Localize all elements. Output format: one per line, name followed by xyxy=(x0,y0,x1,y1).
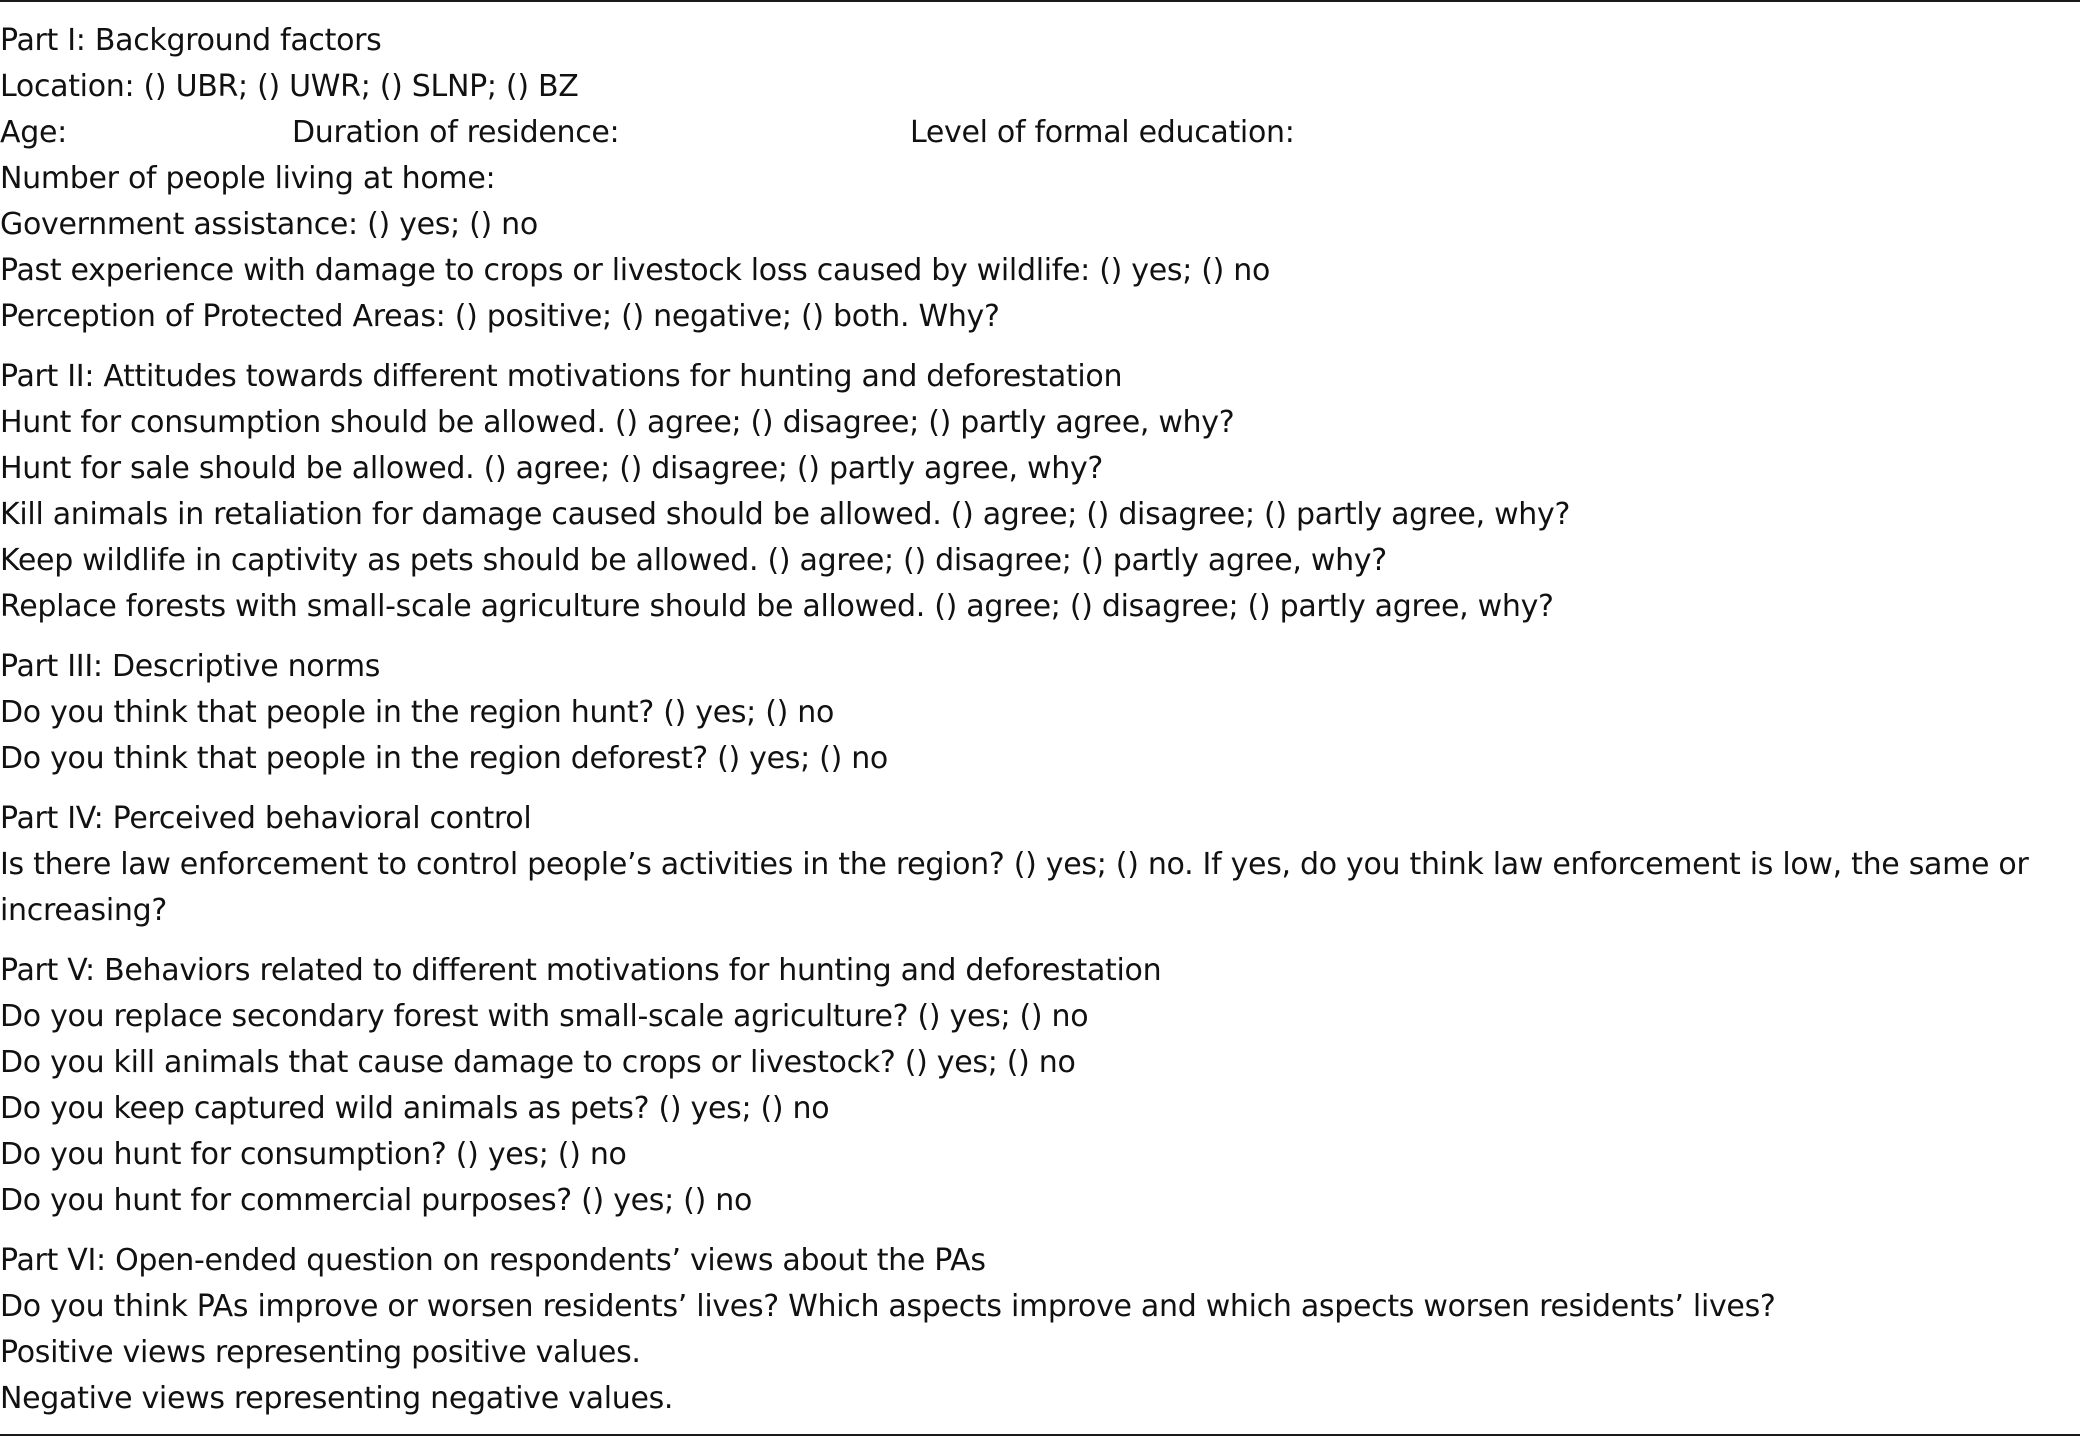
behavior-item: Do you replace secondary forest with small-scale agriculture? () yes; () no xyxy=(0,999,1089,1034)
part-6-open-ended xyxy=(0,1238,2076,1422)
behavior-item: Do you hunt for consumption? () yes; () no xyxy=(0,1137,627,1172)
perception-question: Perception of Protected Areas: () positive; () negative; () both. Why? xyxy=(0,299,1000,334)
age-duration-education-row xyxy=(0,110,2076,156)
past-damage-question: Past experience with damage to crops or livestock loss caused by wildlife: () yes; () no xyxy=(0,253,1271,288)
assistance-question: Government assistance: () yes; () no xyxy=(0,207,538,242)
attitude-item: Keep wildlife in captivity as pets should be allowed. () agree; () disagree; () partly agree, why? xyxy=(0,543,1387,578)
open-ended-item: Positive views representing positive values. xyxy=(0,1335,641,1370)
part-5-behaviors xyxy=(0,948,2076,1224)
household-question: Number of people living at home: xyxy=(0,161,496,196)
attitude-item: Hunt for sale should be allowed. () agree; () disagree; () partly agree, why? xyxy=(0,451,1104,486)
attitude-item: Replace forests with small-scale agriculture should be allowed. () agree; () disagree; () partly agree, why? xyxy=(0,589,1554,624)
part-3-heading: Part III: Descriptive norms xyxy=(0,649,381,684)
part-6-heading: Part VI: Open-ended question on respondents’ views about the PAs xyxy=(0,1243,986,1278)
questionnaire-table xyxy=(0,18,2076,1422)
law-enforcement-question-line-2: increasing? xyxy=(0,893,168,928)
norm-item: Do you think that people in the region deforest? () yes; () no xyxy=(0,741,888,776)
top-rule xyxy=(0,0,2080,2)
duration-label: Duration of residence: xyxy=(292,115,620,150)
education-label: Level of formal education: xyxy=(910,115,1295,150)
part-1-background-factors xyxy=(0,18,2076,340)
norm-item: Do you think that people in the region hunt? () yes; () no xyxy=(0,695,835,730)
part-2-attitudes xyxy=(0,354,2076,630)
location-question: Location: () UBR; () UWR; () SLNP; () BZ xyxy=(0,69,579,104)
part-5-heading: Part V: Behaviors related to different motivations for hunting and deforestation xyxy=(0,953,1162,988)
behavior-item: Do you kill animals that cause damage to crops or livestock? () yes; () no xyxy=(0,1045,1076,1080)
open-ended-item: Do you think PAs improve or worsen residents’ lives? Which aspects improve and which aspects worsen residents’ lives? xyxy=(0,1289,1776,1324)
part-2-heading: Part II: Attitudes towards different motivations for hunting and deforestation xyxy=(0,359,1123,394)
bottom-rule xyxy=(0,1434,2080,1436)
part-4-heading: Part IV: Perceived behavioral control xyxy=(0,801,532,836)
law-enforcement-question-line-1: Is there law enforcement to control people’s activities in the region? () yes; () no. If yes, do you think law enforcement is low, the same or xyxy=(0,847,2029,882)
part-1-heading: Part I: Background factors xyxy=(0,23,382,58)
open-ended-item: Negative views representing negative values. xyxy=(0,1381,674,1416)
part-4-behavioral-control xyxy=(0,796,2076,934)
part-3-descriptive-norms xyxy=(0,644,2076,782)
behavior-item: Do you hunt for commercial purposes? () yes; () no xyxy=(0,1183,752,1218)
behavior-item: Do you keep captured wild animals as pets? () yes; () no xyxy=(0,1091,830,1126)
attitude-item: Hunt for consumption should be allowed. () agree; () disagree; () partly agree, why? xyxy=(0,405,1235,440)
age-label: Age: xyxy=(0,115,67,150)
attitude-item: Kill animals in retaliation for damage caused should be allowed. () agree; () disagree; () partly agree, why? xyxy=(0,497,1571,532)
